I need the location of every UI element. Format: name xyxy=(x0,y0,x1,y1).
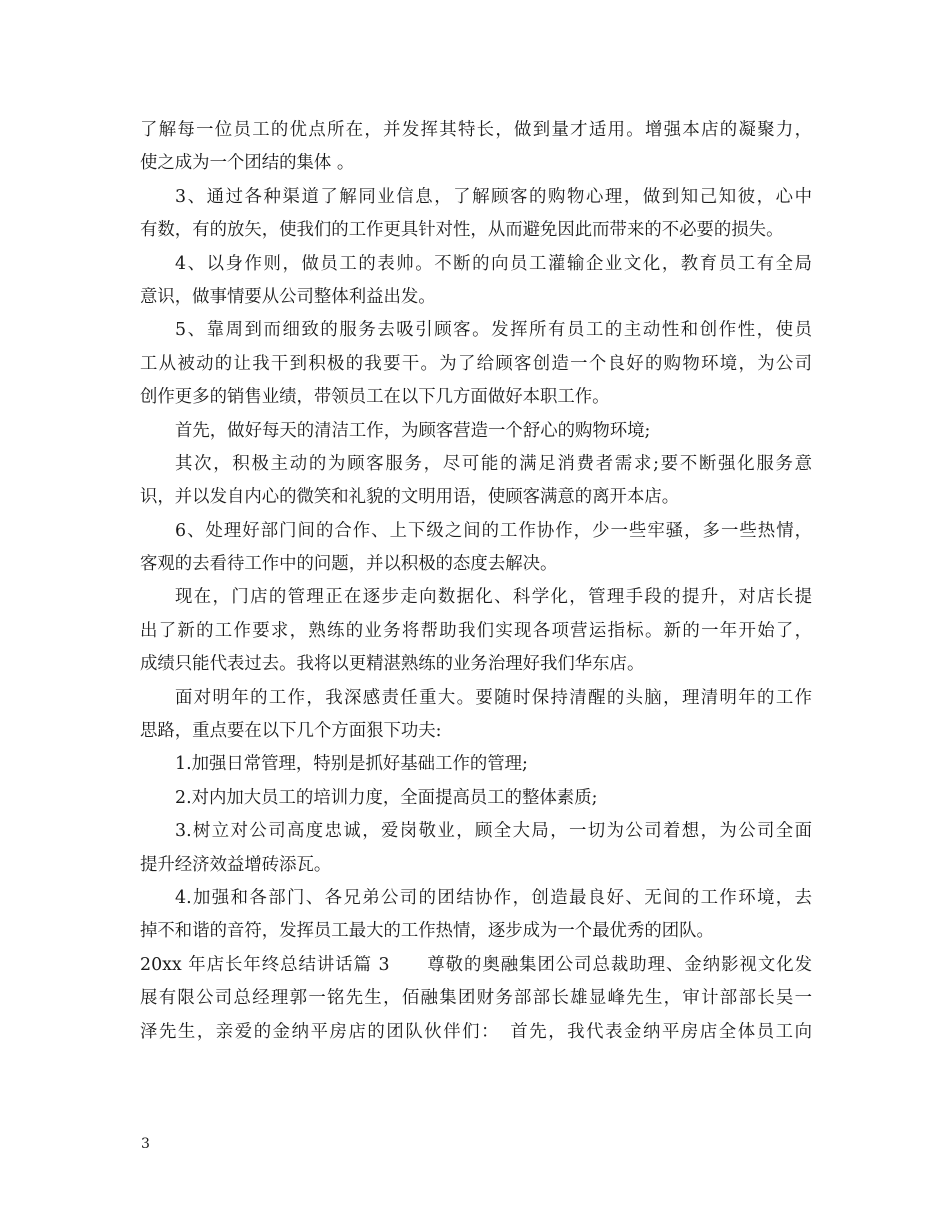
text-line: 掉不和谐的音符，发挥员工最大的工作热情，逐步成为一个最优秀的团队。 xyxy=(140,921,714,942)
text-line: 其次，积极主动的为顾客服务，尽可能的满足消费者需求;要不断强化服务意 xyxy=(175,453,812,474)
text-line: 意识，做事情要从公司整体利益出发。 xyxy=(140,286,436,307)
text-line: 工从被动的让我干到积极的我要干。为了给顾客创造一个良好的购物环境，为公司 xyxy=(140,353,812,374)
text-line: 面对明年的工作，我深感责任重大。要随时保持清醒的头脑，理清明年的工作 xyxy=(175,687,812,708)
text-line: 出了新的工作要求，熟练的业务将帮助我们实现各项营运指标。新的一年开始了， xyxy=(140,620,812,641)
text-line: 展有限公司总经理郭一铭先生，佰融集团财务部部长雄显峰先生，审计部部长吴一 xyxy=(140,988,812,1009)
text-line: 20xx 年店长年终总结讲话篇 3 尊敬的奥融集团公司总裁助理、金纳影视文化发 xyxy=(140,954,812,975)
page-number: 3 xyxy=(141,1136,150,1152)
text-line: 思路，重点要在以下几个方面狠下功夫: xyxy=(140,721,442,742)
text-line: 识，并以发自内心的微笑和礼貌的文明用语，使顾客满意的离开本店。 xyxy=(140,487,680,508)
text-line: 首先，做好每天的清洁工作，为顾客营造一个舒心的购物环境; xyxy=(175,420,651,441)
text-line: 2.对内加大员工的培训力度，全面提高员工的整体素质; xyxy=(175,787,598,808)
text-line: 有数，有的放矢，使我们的工作更具针对性，从而避免因此而带来的不必要的损失。 xyxy=(140,220,784,241)
text-line: 了解每一位员工的优点所在，并发挥其特长，做到量才适用。增强本店的凝聚力， xyxy=(140,120,812,140)
text-line: 1.加强日常管理，特别是抓好基础工作的管理; xyxy=(175,754,528,775)
text-line: 4.加强和各部门、各兄弟公司的团结协作，创造最良好、无间的工作环境，去 xyxy=(175,887,812,908)
text-line: 4、以身作则，做员工的表帅。不断的向员工灌输企业文化，教育员工有全局 xyxy=(175,253,812,274)
text-line: 客观的去看待工作中的问题，并以积极的态度去解决。 xyxy=(140,554,558,575)
text-line: 提升经济效益增砖添瓦。 xyxy=(140,854,332,875)
document-body xyxy=(140,114,812,1049)
text-line: 3、通过各种渠道了解同业信息，了解顾客的购物心理，做到知己知彼，心中 xyxy=(175,186,812,207)
text-line: 成绩只能代表过去。我将以更精湛熟练的业务治理好我们华东店。 xyxy=(140,654,645,675)
text-line: 使之成为一个团结的集体 。 xyxy=(140,153,355,174)
text-line: 泽先生，亲爱的金纳平房店的团队伙伴们： 首先，我代表金纳平房店全体员工向 xyxy=(140,1021,812,1042)
text-line: 现在，门店的管理正在逐步走向数据化、科学化，管理手段的提升，对店长提 xyxy=(175,587,812,608)
text-line: 5、靠周到而细致的服务去吸引顾客。发挥所有员工的主动性和创作性，使员 xyxy=(175,320,812,341)
text-line: 创作更多的销售业绩，带领员工在以下几方面做好本职工作。 xyxy=(140,387,610,408)
text-line: 6、处理好部门间的合作、上下级之间的工作协作，少一些牢骚，多一些热情， xyxy=(175,520,812,541)
text-line: 3.树立对公司高度忠诚，爱岗敬业，顾全大局，一切为公司着想，为公司全面 xyxy=(175,821,812,842)
